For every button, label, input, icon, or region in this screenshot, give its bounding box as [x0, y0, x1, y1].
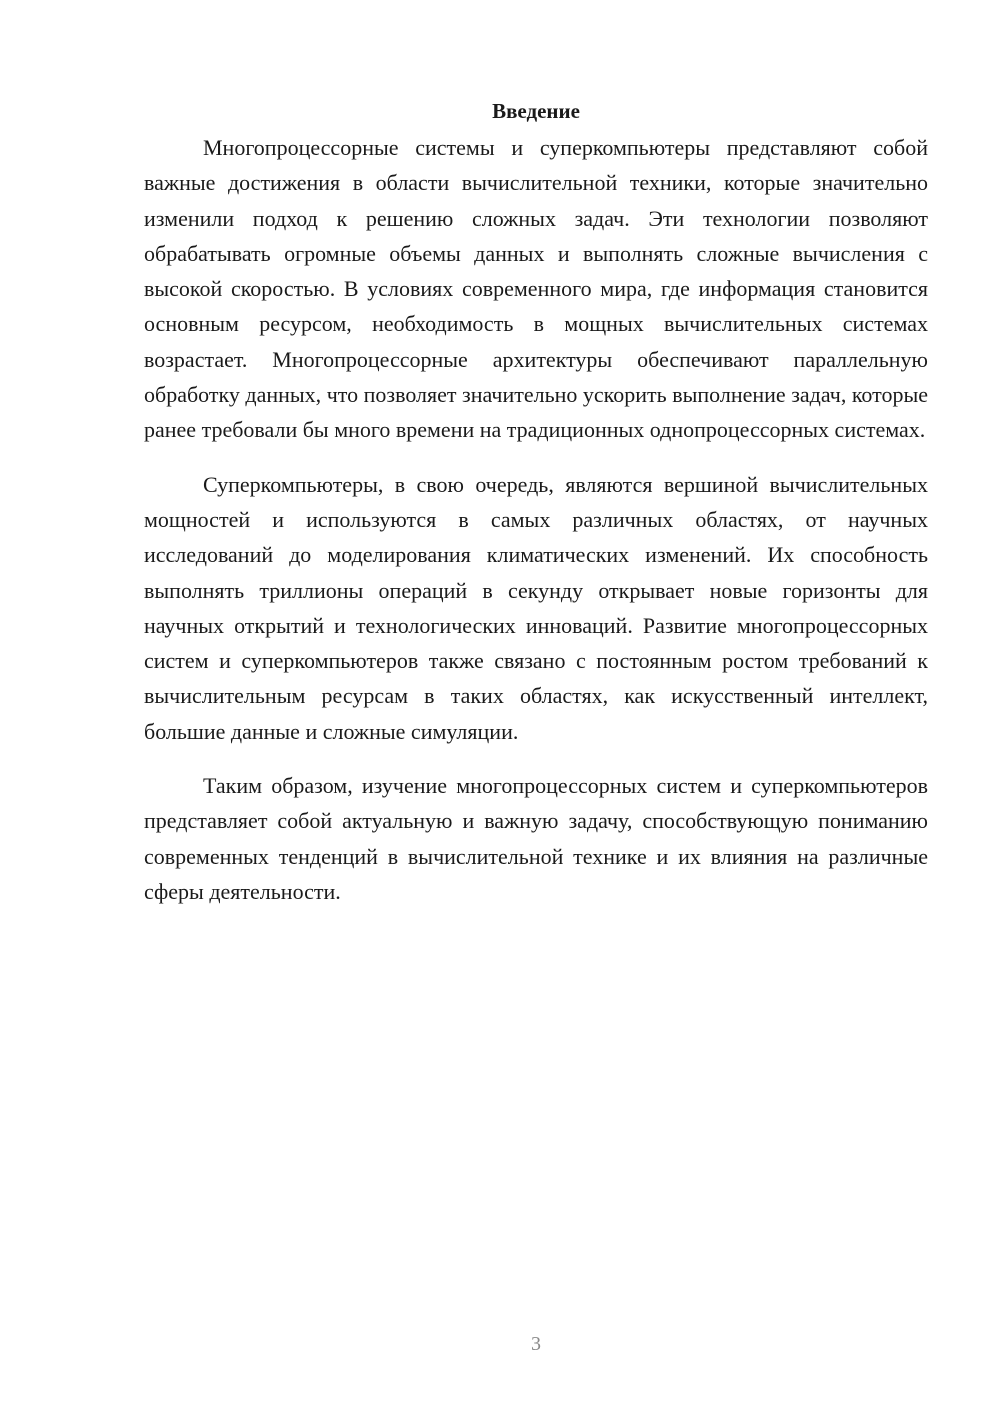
- paragraph-2: Суперкомпьютеры, в свою очередь, являются вершиной вычислительных мощностей и используются в самых различных областях, от научных исследований до моделирования климатических изменений. Их способность выполнять триллионы операций в секунду открывает новые горизонты для научных открытий и технологических инноваций. Развитие многопроцессорных систем и суперкомпьютеров также связано с постоянным ростом требований к вычислительным ресурсам в таких областях, как искусственный интеллект, большие данные и сложные симуляции.: [144, 471, 928, 744]
- paragraph-1: Многопроцессорные системы и суперкомпьютеры представляют собой важные достижения в области вычислительной техники, которые значительно изменили подход к решению сложных задач. Эти технологии позволяют обрабатывать огромные объемы данных и выполнять сложные вычисления с высокой скоростью. В условиях современного мира, где информация становится основным ресурсом, необходимость в мощных вычислительных системах возрастает. Многопроцессорные архитектуры обеспечивают параллельную обработку данных, что позволяет значительно ускорить выполнение задач, которые ранее требовали бы много времени на традиционных однопроцессорных системах.: [144, 135, 928, 443]
- paragraph-3: Таким образом, изучение многопроцессорных систем и суперкомпьютеров представляет собой актуальную и важную задачу, способствующую пониманию современных тенденций в вычислительной технике и их влияния на различные сферы деятельности.: [144, 773, 928, 904]
- page-number: 3: [531, 1333, 541, 1355]
- section-heading: Введение: [492, 99, 580, 123]
- page-content: [144, 94, 928, 928]
